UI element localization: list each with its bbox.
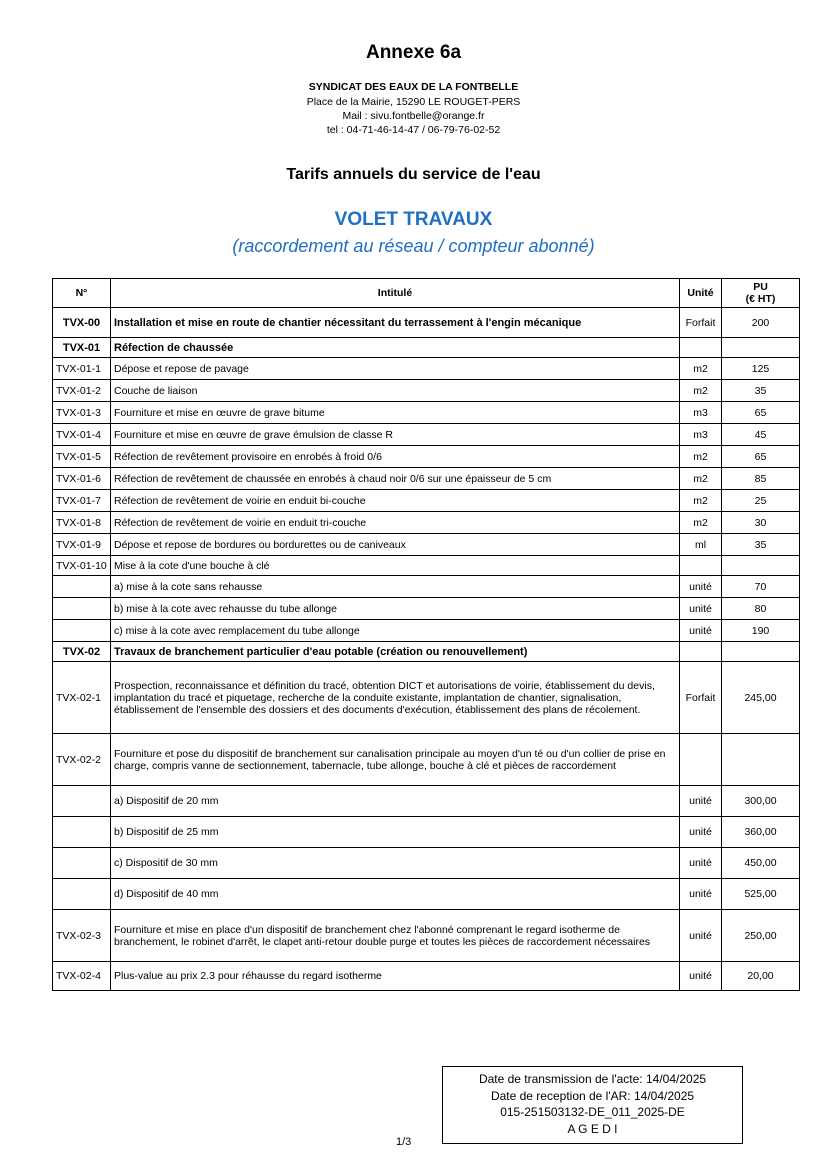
row-code: TVX-02-4 xyxy=(53,962,111,991)
row-price: 300,00 xyxy=(722,786,800,817)
row-unit: m2 xyxy=(680,512,722,534)
volet-subtitle: (raccordement au réseau / compteur abonné) xyxy=(232,236,595,256)
section-row xyxy=(53,642,800,662)
row-label: Fourniture et mise en œuvre de grave bitume xyxy=(111,402,680,424)
row-code: TVX-01-2 xyxy=(53,380,111,402)
stamp-agedi: A G E D I xyxy=(567,1121,618,1136)
row-code: TVX-00 xyxy=(53,308,111,338)
row-unit: m2 xyxy=(680,490,722,512)
table-row xyxy=(53,817,800,848)
row-code xyxy=(53,576,111,598)
table-row xyxy=(53,358,800,380)
row-price: 125 xyxy=(722,358,800,380)
row-unit: m3 xyxy=(680,402,722,424)
row-code xyxy=(53,879,111,910)
row-label: Fourniture et pose du dispositif de branchement sur canalisation principale au moyen d'un té ou d'un collier de prise en charge, compris vanne de sectionnement, tabernacle, tube allonge, bouche à clé et pièces de raccordement xyxy=(111,734,680,786)
table-row xyxy=(53,534,800,556)
row-label: Prospection, reconnaissance et définition du tracé, obtention DICT et autorisations de voirie, établissement du devis, implantation du tracé et piquetage, recherche de la conduite existante, implantation de chantier, signalisation, établissement de l'ensemble des dossiers et des documents d'exécution, établissement des plans de récolement. xyxy=(111,662,680,734)
row-price xyxy=(722,642,800,662)
table-row xyxy=(53,734,800,786)
row-price: 25 xyxy=(722,490,800,512)
volet-title: VOLET TRAVAUX xyxy=(334,209,493,230)
row-unit: unité xyxy=(680,620,722,642)
row-code: TVX-01 xyxy=(53,338,111,358)
row-code: TVX-01-4 xyxy=(53,424,111,446)
row-price: 245,00 xyxy=(722,662,800,734)
organization-name: SYNDICAT DES EAUX DE LA FONTBELLE xyxy=(308,81,519,93)
row-label: b) Dispositif de 25 mm xyxy=(111,817,680,848)
row-price: 65 xyxy=(722,446,800,468)
row-label: Travaux de branchement particulier d'eau potable (création ou renouvellement) xyxy=(111,642,680,662)
row-price xyxy=(722,338,800,358)
page-number: 1/3 xyxy=(396,1136,412,1148)
row-label: Dépose et repose de bordures ou bordurettes ou de caniveaux xyxy=(111,534,680,556)
row-label: Réfection de chaussée xyxy=(111,338,680,358)
row-code: TVX-01-5 xyxy=(53,446,111,468)
row-code: TVX-01-10 xyxy=(53,556,111,576)
row-code: TVX-01-6 xyxy=(53,468,111,490)
row-unit: unité xyxy=(680,962,722,991)
row-code xyxy=(53,620,111,642)
row-label: d) Dispositif de 40 mm xyxy=(111,879,680,910)
table-row xyxy=(53,879,800,910)
organization-address: Place de la Mairie, 15290 LE ROUGET-PERS xyxy=(306,96,521,108)
table-row xyxy=(53,468,800,490)
table-row xyxy=(53,576,800,598)
header-pu-line2: (€ HT) xyxy=(745,293,776,305)
row-price: 250,00 xyxy=(722,910,800,962)
section-row xyxy=(53,308,800,338)
row-unit: unité xyxy=(680,910,722,962)
header-unite: Unité xyxy=(680,279,722,308)
row-label: Réfection de revêtement de chaussée en enrobés à chaud noir 0/6 sur une épaisseur de 5 cm xyxy=(111,468,680,490)
stamp-transmission-date: Date de transmission de l'acte: 14/04/2025 xyxy=(478,1072,707,1086)
row-code xyxy=(53,848,111,879)
table-row xyxy=(53,620,800,642)
row-unit: m2 xyxy=(680,468,722,490)
row-label: Réfection de revêtement de voirie en enduit bi-couche xyxy=(111,490,680,512)
row-label: Mise à la cote d'une bouche à clé xyxy=(111,556,680,576)
row-unit: unité xyxy=(680,576,722,598)
table-row xyxy=(53,910,800,962)
table-row xyxy=(53,848,800,879)
row-label: Réfection de revêtement de voirie en enduit tri-couche xyxy=(111,512,680,534)
stamp-reference: 015-251503132-DE_011_2025-DE xyxy=(500,1105,685,1119)
row-price: 45 xyxy=(722,424,800,446)
row-label: Installation et mise en route de chantier nécessitant du terrassement à l'engin mécanique xyxy=(111,308,680,338)
row-label: c) Dispositif de 30 mm xyxy=(111,848,680,879)
row-label: Fourniture et mise en place d'un dispositif de branchement chez l'abonné comprenant le regard isotherme de branchement, le robinet d'arrêt, le clapet anti-retour double purge et toutes les pièces de raccordement nécessaires xyxy=(111,910,680,962)
row-label: Plus-value au prix 2.3 pour réhausse du regard isotherme xyxy=(111,962,680,991)
row-unit: unité xyxy=(680,848,722,879)
transmission-stamp xyxy=(442,1066,743,1144)
row-code: TVX-01-3 xyxy=(53,402,111,424)
row-label: Dépose et repose de pavage xyxy=(111,358,680,380)
table-row xyxy=(53,446,800,468)
row-price: 35 xyxy=(722,380,800,402)
row-price: 70 xyxy=(722,576,800,598)
row-price: 35 xyxy=(722,534,800,556)
row-unit xyxy=(680,642,722,662)
row-unit: m2 xyxy=(680,446,722,468)
row-price: 360,00 xyxy=(722,817,800,848)
document-subtitle: Tarifs annuels du service de l'eau xyxy=(286,166,541,183)
header-intitule: Intitulé xyxy=(111,279,680,308)
row-price: 525,00 xyxy=(722,879,800,910)
row-code xyxy=(53,598,111,620)
row-label: a) Dispositif de 20 mm xyxy=(111,786,680,817)
tariff-table xyxy=(52,278,800,991)
row-label: Couche de liaison xyxy=(111,380,680,402)
row-price: 65 xyxy=(722,402,800,424)
row-price: 20,00 xyxy=(722,962,800,991)
row-price: 80 xyxy=(722,598,800,620)
row-unit: unité xyxy=(680,817,722,848)
row-unit xyxy=(680,734,722,786)
table-row xyxy=(53,662,800,734)
row-unit: unité xyxy=(680,786,722,817)
row-label: Fourniture et mise en œuvre de grave émulsion de classe R xyxy=(111,424,680,446)
row-code: TVX-01-1 xyxy=(53,358,111,380)
header-pu-line1: PU xyxy=(753,281,768,293)
row-code: TVX-02-3 xyxy=(53,910,111,962)
table-row xyxy=(53,490,800,512)
row-label: c) mise à la cote avec remplacement du tube allonge xyxy=(111,620,680,642)
table-body xyxy=(53,308,800,991)
row-price: 450,00 xyxy=(722,848,800,879)
row-label: Réfection de revêtement provisoire en enrobés à froid 0/6 xyxy=(111,446,680,468)
table-header-row xyxy=(53,279,800,308)
row-unit: ml xyxy=(680,534,722,556)
table-row xyxy=(53,786,800,817)
row-label: b) mise à la cote avec rehausse du tube allonge xyxy=(111,598,680,620)
row-price xyxy=(722,556,800,576)
row-price: 190 xyxy=(722,620,800,642)
stamp-reception-date: Date de reception de l'AR: 14/04/2025 xyxy=(490,1088,695,1103)
row-price: 30 xyxy=(722,512,800,534)
table-row xyxy=(53,962,800,991)
table-row xyxy=(53,380,800,402)
row-code: TVX-01-7 xyxy=(53,490,111,512)
row-unit: Forfait xyxy=(680,308,722,338)
row-label: a) mise à la cote sans rehausse xyxy=(111,576,680,598)
row-price xyxy=(722,734,800,786)
organization-mail: Mail : sivu.fontbelle@orange.fr xyxy=(342,110,485,122)
table-row xyxy=(53,402,800,424)
section-row xyxy=(53,338,800,358)
header-num: N° xyxy=(53,279,111,308)
row-unit xyxy=(680,556,722,576)
row-unit: m2 xyxy=(680,358,722,380)
table-row xyxy=(53,424,800,446)
annex-title: Annexe 6a xyxy=(365,42,462,63)
row-unit: Forfait xyxy=(680,662,722,734)
row-code: TVX-02 xyxy=(53,642,111,662)
row-price: 85 xyxy=(722,468,800,490)
row-code xyxy=(53,786,111,817)
row-unit: m3 xyxy=(680,424,722,446)
row-unit: unité xyxy=(680,598,722,620)
table-row xyxy=(53,512,800,534)
row-code: TVX-01-8 xyxy=(53,512,111,534)
header-pu xyxy=(722,279,800,308)
row-code: TVX-01-9 xyxy=(53,534,111,556)
row-price: 200 xyxy=(722,308,800,338)
row-unit: m2 xyxy=(680,380,722,402)
row-unit: unité xyxy=(680,879,722,910)
row-code: TVX-02-1 xyxy=(53,662,111,734)
row-code: TVX-02-2 xyxy=(53,734,111,786)
row-unit xyxy=(680,338,722,358)
table-row xyxy=(53,556,800,576)
row-code xyxy=(53,817,111,848)
organization-phone: tel : 04-71-46-14-47 / 06-79-76-02-52 xyxy=(326,124,501,136)
table-row xyxy=(53,598,800,620)
